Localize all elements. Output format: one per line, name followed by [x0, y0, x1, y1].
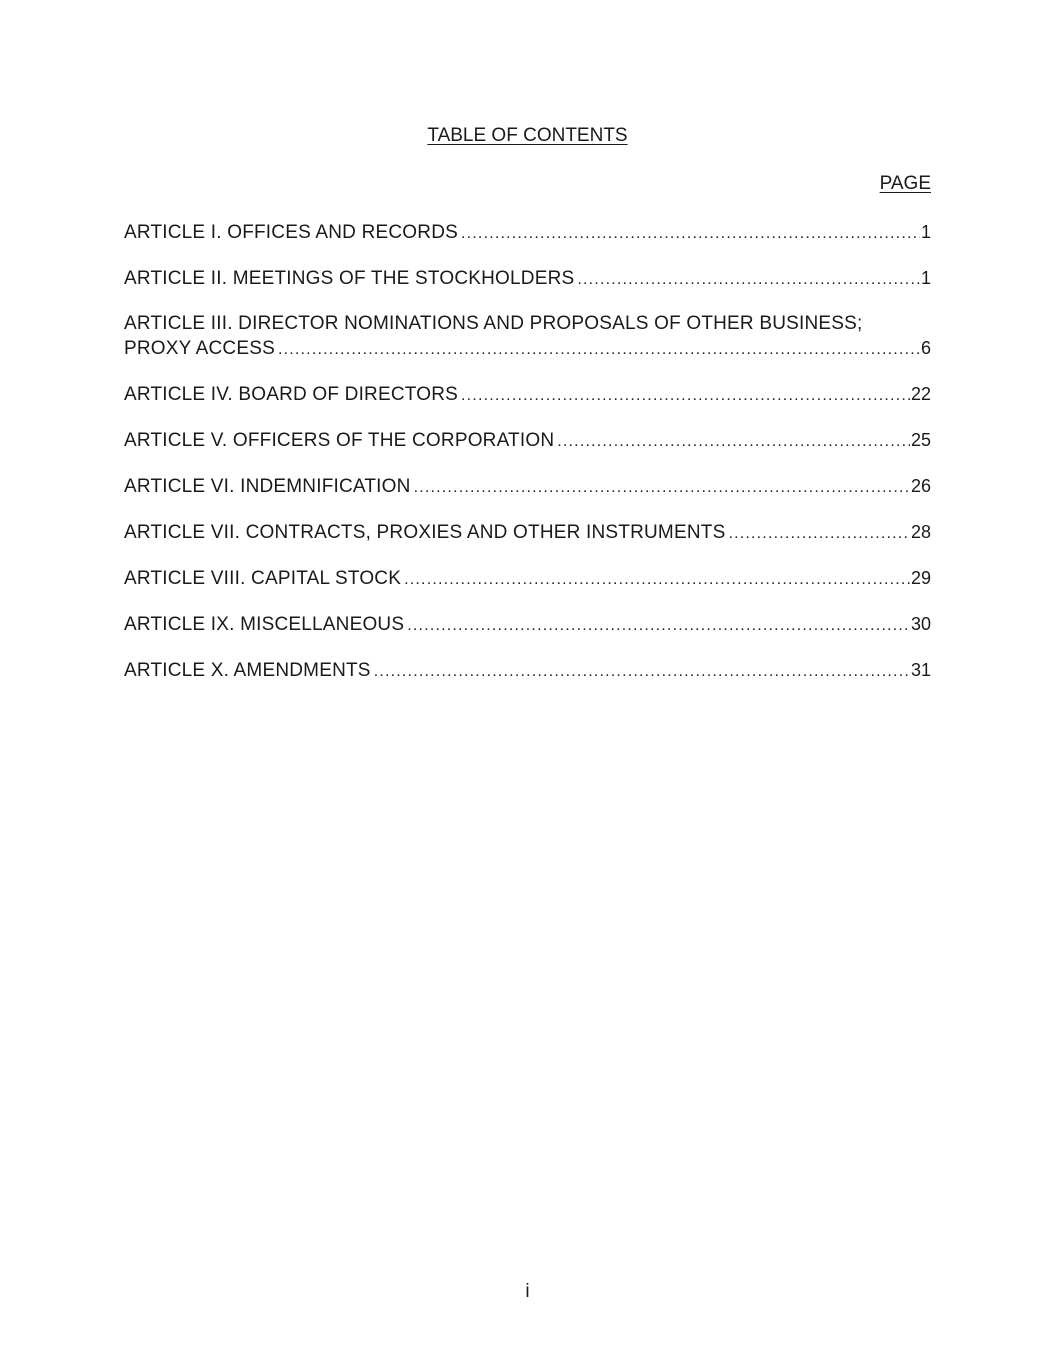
- toc-entry-text: ARTICLE V. OFFICERS OF THE CORPORATION: [124, 430, 555, 451]
- toc-entry-article-6[interactable]: [124, 474, 931, 500]
- toc-entry-text: ARTICLE IV. BOARD OF DIRECTORS: [124, 384, 459, 405]
- dot-leader: [278, 338, 920, 362]
- toc-entry-text: ARTICLE I. OFFICES AND RECORDS: [124, 222, 458, 243]
- toc-entry-page: 31: [910, 660, 931, 680]
- toc-entry-text: ARTICLE VII. CONTRACTS, PROXIES AND OTHER INSTRUMENTS: [124, 522, 726, 543]
- toc-list: [124, 220, 931, 704]
- toc-entry-article-1[interactable]: [124, 220, 931, 246]
- toc-entry-text: ARTICLE X. AMENDMENTS: [124, 660, 371, 681]
- toc-entry-article-4[interactable]: [124, 382, 931, 408]
- toc-entry-page: 26: [910, 476, 931, 496]
- toc-entry-text: ARTICLE II. MEETINGS OF THE STOCKHOLDERS: [124, 268, 575, 289]
- toc-entry-text: ARTICLE IX. MISCELLANEOUS: [124, 614, 405, 635]
- toc-entry-article-10[interactable]: [124, 658, 931, 684]
- toc-entry-page: 28: [910, 522, 931, 542]
- dot-leader: [461, 222, 920, 246]
- toc-entry-article-2[interactable]: [124, 266, 931, 292]
- dot-leader: [461, 384, 910, 408]
- toc-entry-article-8[interactable]: [124, 566, 931, 592]
- toc-entry-page: 25: [910, 430, 931, 450]
- toc-entry-text: ARTICLE VI. INDEMNIFICATION: [124, 476, 411, 497]
- toc-entry-text: PROXY ACCESS: [124, 338, 275, 359]
- toc-entry-page: 29: [910, 568, 931, 588]
- dot-leader: [577, 268, 920, 292]
- toc-entry-article-3[interactable]: [124, 312, 931, 362]
- dot-leader: [404, 568, 910, 592]
- dot-leader: [407, 614, 910, 638]
- toc-entry-article-5[interactable]: [124, 428, 931, 454]
- toc-entry-article-9[interactable]: [124, 612, 931, 638]
- page-column-header: PAGE: [879, 173, 931, 194]
- toc-title: [0, 124, 1055, 148]
- toc-entry-page: 1: [920, 222, 931, 242]
- toc-entry-article-7[interactable]: [124, 520, 931, 546]
- toc-entry-text-line-1: ARTICLE III. DIRECTOR NOMINATIONS AND PROPOSALS OF OTHER BUSINESS;: [124, 313, 863, 334]
- dot-leader: [728, 522, 910, 546]
- toc-entry-text: ARTICLE VIII. CAPITAL STOCK: [124, 568, 402, 589]
- toc-entry-page: 30: [910, 614, 931, 634]
- footer-page-number: i: [525, 1281, 530, 1302]
- dot-leader: [557, 430, 910, 454]
- toc-entry-page: 22: [910, 384, 931, 404]
- dot-leader: [374, 660, 910, 684]
- toc-title-text: TABLE OF CONTENTS: [427, 125, 628, 146]
- dot-leader: [414, 476, 910, 500]
- toc-entry-page: 6: [920, 338, 931, 358]
- toc-entry-page: 1: [920, 268, 931, 288]
